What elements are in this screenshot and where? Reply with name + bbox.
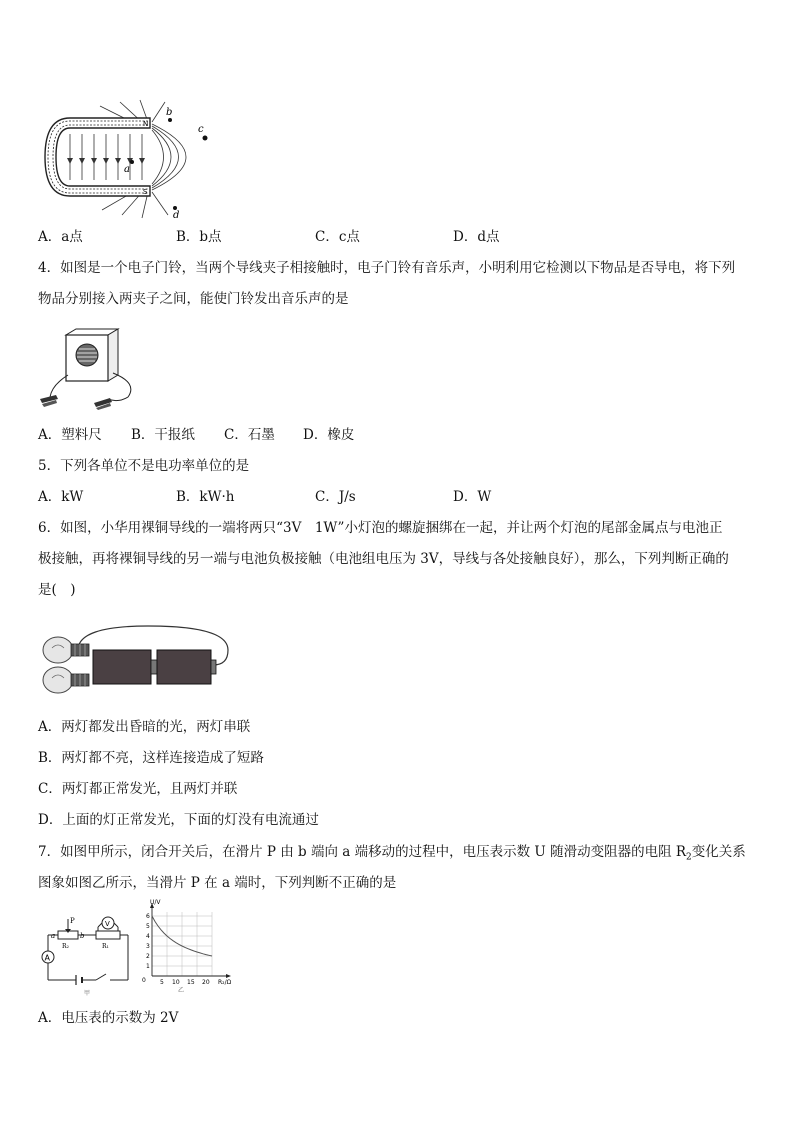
q6-stem-line3: 是( ) bbox=[38, 582, 76, 598]
x-tick-0: 0 bbox=[142, 977, 146, 984]
q7-stem-line1-a: 7．如图甲所示，闭合开关后，在滑片 P 由 b 端向 a 端移动的过程中，电压表示数 U 随滑动变阻器的电阻 R bbox=[38, 844, 687, 860]
y-tick-5: 5 bbox=[146, 923, 150, 930]
end-label-b: b bbox=[80, 932, 85, 940]
graph-caption: 乙 bbox=[178, 987, 185, 994]
q5-option-b[interactable]: B．kW·h bbox=[176, 489, 235, 505]
q5-stem: 5．下列各单位不是电功率单位的是 bbox=[38, 458, 250, 474]
voltmeter-label: V bbox=[105, 920, 110, 928]
magnet-field-figure bbox=[40, 100, 240, 220]
q5-option-c[interactable]: C．J/s bbox=[315, 489, 356, 505]
q3-option-d[interactable]: D．d点 bbox=[453, 229, 500, 245]
point-label-a: a bbox=[124, 164, 130, 175]
q7-stem-line1 bbox=[38, 842, 746, 868]
pole-label-n: N bbox=[143, 120, 149, 128]
q4-option-a[interactable]: A．塑料尺 bbox=[38, 427, 102, 443]
circuit-figure bbox=[38, 905, 138, 995]
q3-option-a[interactable]: A．a点 bbox=[38, 229, 83, 245]
doorbell-figure bbox=[38, 325, 148, 410]
q6-stem-line1: 6．如图，小华用裸铜导线的一端将两只“3V 1W”小灯泡的螺旋捆绑在一起，并让两个灯泡的尾部金属点与电池正 bbox=[38, 520, 723, 536]
graph-xlabel: R₂/Ω bbox=[218, 979, 232, 986]
q5-option-a[interactable]: A．kW bbox=[38, 489, 84, 505]
q3-option-c[interactable]: C．c点 bbox=[315, 229, 360, 245]
q7-option-a[interactable]: A．电压表的示数为 2V bbox=[38, 1010, 179, 1026]
y-tick-1: 1 bbox=[146, 963, 150, 970]
r2-label: R₂ bbox=[62, 943, 69, 950]
q7-stem-line1-sub: 2 bbox=[686, 852, 692, 863]
q4-option-b[interactable]: B．干报纸 bbox=[131, 427, 195, 443]
pole-label-s: S bbox=[143, 188, 148, 196]
ammeter-label: A bbox=[44, 953, 50, 963]
graph-ylabel: U/V bbox=[150, 899, 161, 906]
u-r2-graph bbox=[138, 899, 248, 994]
q4-stem-line1: 4．如图是一个电子门铃，当两个导线夹子相接触时，电子门铃有音乐声，小明利用它检测以下物品是否导电，将下列 bbox=[38, 260, 736, 276]
q6-option-c[interactable]: C．两灯都正常发光，且两灯并联 bbox=[38, 781, 238, 797]
slider-label-p: P bbox=[70, 917, 75, 925]
q6-option-b[interactable]: B．两灯都不亮，这样连接造成了短路 bbox=[38, 750, 264, 766]
y-tick-6: 6 bbox=[146, 913, 150, 920]
y-tick-2: 2 bbox=[146, 953, 150, 960]
q7-stem-line2: 图象如图乙所示，当滑片 P 在 a 端时，下列判断不正确的是 bbox=[38, 875, 397, 891]
y-tick-4: 4 bbox=[146, 933, 150, 940]
bulbs-battery-figure bbox=[38, 620, 238, 700]
q4-stem-line2: 物品分别接入两夹子之间，能使门铃发出音乐声的是 bbox=[38, 291, 349, 307]
r1-label: R₁ bbox=[102, 943, 109, 950]
y-tick-3: 3 bbox=[146, 943, 150, 950]
x-tick-5: 5 bbox=[160, 979, 164, 986]
x-tick-15: 15 bbox=[187, 979, 195, 986]
q4-option-d[interactable]: D．橡皮 bbox=[303, 427, 355, 443]
x-tick-20: 20 bbox=[202, 979, 210, 986]
end-label-a: a bbox=[51, 932, 56, 940]
point-label-c: c bbox=[198, 124, 204, 135]
q6-stem-line2: 极接触，再将裸铜导线的另一端与电池负极接触（电池组电压为 3V，导线与各处接触良好），那么，下列判断正确的 bbox=[38, 551, 729, 567]
point-label-b: b bbox=[166, 107, 173, 118]
q6-option-d[interactable]: D．上面的灯正常发光，下面的灯没有电流通过 bbox=[38, 812, 319, 828]
q4-option-c[interactable]: C．石墨 bbox=[224, 427, 275, 443]
q6-option-a[interactable]: A．两灯都发出昏暗的光，两灯串联 bbox=[38, 719, 251, 735]
q3-option-b[interactable]: B．b点 bbox=[176, 229, 222, 245]
q7-stem-line1-b: 变化关系 bbox=[691, 844, 746, 860]
q5-option-d[interactable]: D．W bbox=[453, 489, 492, 505]
circuit-caption: 甲 bbox=[84, 990, 91, 997]
x-tick-10: 10 bbox=[172, 979, 180, 986]
point-label-d: d bbox=[173, 210, 180, 221]
